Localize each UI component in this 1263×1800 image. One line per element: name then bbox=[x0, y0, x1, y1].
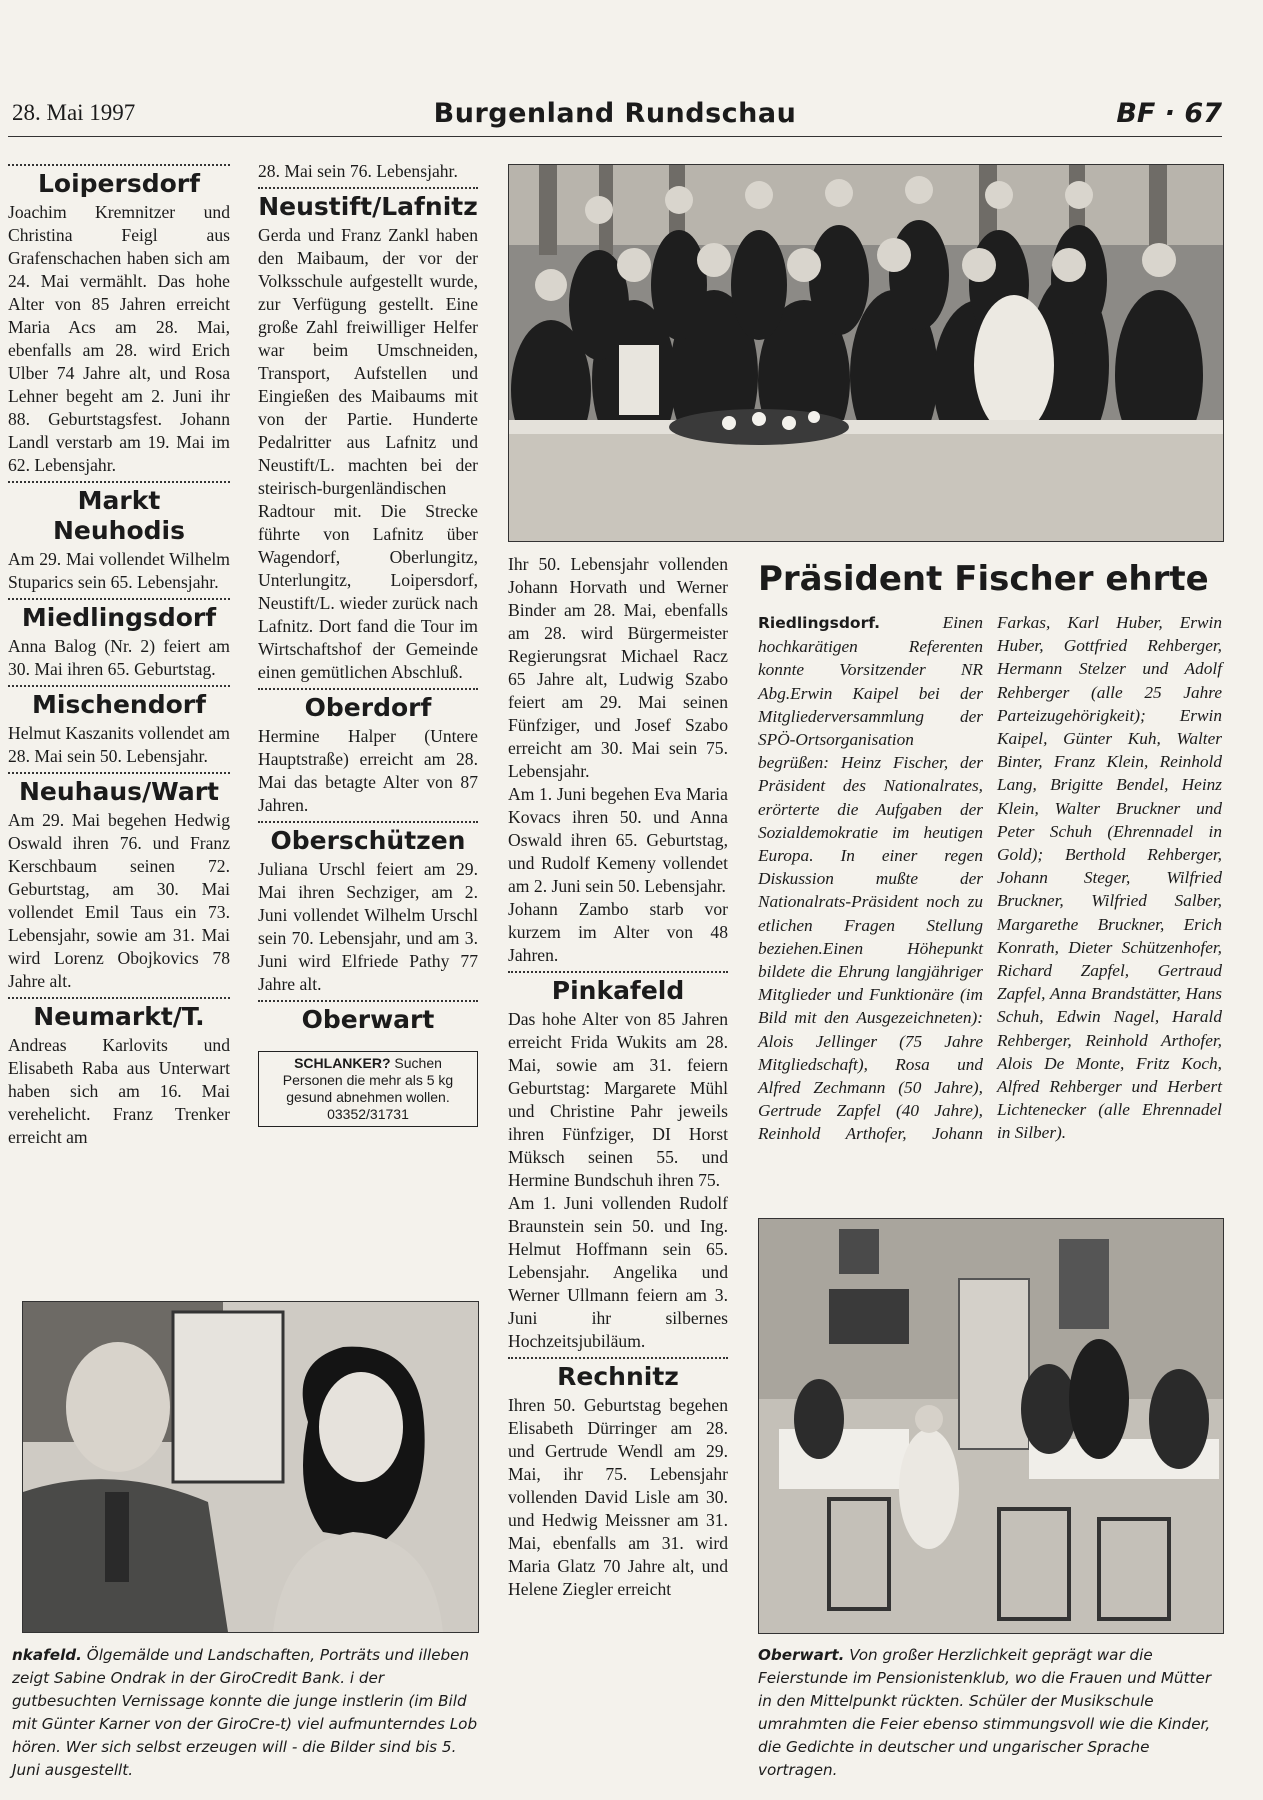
photo-caption-right bbox=[758, 1644, 1222, 1782]
newspaper-title: Burgenland Rundschau bbox=[433, 98, 797, 129]
section-text: Andreas Karlovits und Elisabeth Raba aus Unterwart haben sich am 16. Mai verehelicht. Franz Trenker erreicht am bbox=[8, 1035, 230, 1147]
ad-text: Suchen Personen die mehr als 5 kg gesund abnehmen wollen. 03352/31731 bbox=[282, 1055, 454, 1122]
caption-dateline: nkafeld. bbox=[12, 1646, 82, 1664]
caption-text: Ölgemälde und Landschaften, Porträts und illeben zeigt Sabine Ondrak in der GiroCredit Bank. i der gutbesuchten Vernissage konnte die junge instlerin (im Bild mit Günter Karner von der GiroCre-t) viel aufmunterndes Lob hören. Wer sich selbst erzeugen will - die Bilder sind bis 5. Juni ausgestellt. bbox=[12, 1646, 478, 1779]
dotted-separator bbox=[258, 1000, 478, 1002]
dotted-separator bbox=[258, 187, 478, 189]
group-photo bbox=[508, 164, 1224, 542]
dotted-separator bbox=[8, 685, 230, 687]
article-text: Einen hochkarätigen Referenten konnte Vorsitzender NR Abg.Erwin Kaipel bei der Mitgliederversammlung der SPÖ-Ortsorganisation begrüßen: Heinz Fischer, der Präsident des Nationalrates, erörterte die Aufgaben der Sozialdemokratie im heutigen Europa. In einer regen Diskussion mußte der Nationalrats-Präsident noch zu etlichen Fragen Stellung beziehen.Einen Höhepunkt bildete die Ehrung langjähriger Mitglieder und Funktionäre (im Bild mit den Ausgezeichneten): Alois Jellinger (75 Jahre Mitgliedschaft), Rosa und Alfred Zechmann (50 Jahre), Gertrude Zapfel (40 Jahre), Reinhold Arthofer, Johann Farkas, Karl Huber, Erwin Huber, Gottfried Rehberger, Hermann Stelzer und Adolf Rehberger (alle 25 Jahre Parteizugehörigkeit); Erwin Kaipel, Günter Kuh, Walter Binter, Franz Klein, Reinhold Lang, Brigitte Bendel, Heinz Klein, Walter Bruckner und Peter Schuh (Ehrennadel in Gold); Berthold Rehberger, Johann Steger, Wilfried Bruckner, Wilfried Salber, Margarethe Bruckner, Erich Konrath, Dieter Schützenhofer, Richard Zapfel, Gertraud Zapfel, Anna Brandstätter, Hans Schuh, Edwin Nagel, Harald Rehberger, Reinhold Arthofer, Alois De Monte, Fritz Koch, Alfred Rehberger und Herbert Lichtenecker (alle Ehrennadel in Silber). bbox=[758, 613, 1222, 1144]
section-text: Ihren 50. Geburtstag begehen Elisabeth Dürringer am 28. und Gertrude Wendl am 29. Mai, ihr 75. Lebensjahr vollenden David Lisle am 30. und Hedwig Meissner am 31. Mai, ebenfalls am 31. wird Maria Glatz 70 Jahre alt, und Helene Ziegler erreicht bbox=[508, 1395, 728, 1599]
section-heading: Oberschützen bbox=[270, 826, 466, 855]
section-text: Anna Balog (Nr. 2) feiert am 30. Mai ihren 65. Geburtstag. bbox=[8, 636, 230, 679]
dotted-separator bbox=[8, 164, 230, 166]
section-heading: Rechnitz bbox=[557, 1362, 679, 1391]
section-heading: Mischendorf bbox=[32, 690, 206, 719]
section-heading: Oberdorf bbox=[304, 693, 432, 722]
section-text: Johann Zambo starb vor kurzem im Alter von 48 Jahren. bbox=[508, 899, 728, 965]
section-text: Helmut Kaszanits vollendet am 28. Mai sein 50. Lebensjahr. bbox=[8, 723, 230, 766]
dotted-separator bbox=[258, 821, 478, 823]
section-text: Juliana Urschl feiert am 29. Mai ihren Sechziger, am 2. Juni vollendet Wilhelm Urschl sein 70. Lebensjahr, und am 3. Juni wird Elfriede Pathy 77 Jahre alt. bbox=[258, 859, 478, 994]
section-text: Gerda und Franz Zankl haben den Maibaum, der vor der Volksschule aufgestellt wurde, zur Verfügung gestellt. Eine große Zahl freiwilliger Helfer war beim Umschneiden, Transport, Aufstellen und Eingießen des Maibaums mit von der Partie. Hunderte Pedalritter aus Lafnitz und Neustift/L. machten bei der steirisch-burgenländischen Radtour mit. Die Strecke führte von Lafnitz über Wagendorf, Oberlungitz, Unterlungitz, Loipersdorf, Neustift/L. wieder zurück nach Lafnitz. Dort fand die Tour im Wirtschaftshof der Gemeinde einen gemütlichen Abschluß. bbox=[258, 225, 478, 682]
section-text: Am 1. Juni begehen Eva Maria Kovacs ihren 50. und Anna Oswald ihren 65. Geburtstag, und Rudolf Kemeny vollendet am 2. Juni sein 50. Lebensjahr. bbox=[508, 784, 728, 896]
dotted-separator bbox=[8, 772, 230, 774]
section-heading: Miedlingsdorf bbox=[21, 603, 217, 632]
dotted-separator bbox=[508, 1357, 728, 1359]
column-3 bbox=[508, 553, 728, 1601]
section-text: Am 29. Mai vollendet Wilhelm Stuparics sein 65. Lebensjahr. bbox=[8, 549, 230, 592]
caption-dateline: Oberwart. bbox=[758, 1646, 845, 1664]
classified-ad bbox=[258, 1051, 478, 1127]
page-header bbox=[8, 96, 1222, 137]
section-heading: Markt Neuhodis bbox=[53, 486, 185, 545]
section-heading: Loipersdorf bbox=[37, 169, 200, 198]
caption-text: Von großer Herzlichkeit geprägt war die Feierstunde im Pensionistenklub, wo die Frauen und Mütter in den Mittelpunkt rückten. Schüler der Musikschule umrahmten die Feier ebenso stimmungsvoll wie die Kinder, die Gedichte in deutscher und ungarischer Sprache vortragen. bbox=[758, 1646, 1212, 1779]
issue-date: 28. Mai 1997 bbox=[12, 100, 136, 125]
dotted-separator bbox=[8, 481, 230, 483]
article-body bbox=[758, 611, 1222, 1146]
section-text: Joachim Kremnitzer und Christina Feigl aus Grafenschachen haben sich am 24. Mai vermählt. Das hohe Alter von 85 Jahren erreicht Maria Acs am 28. Mai, ebenfalls am 28. wird Erich Ulber 74 Jahre alt, und Rosa Lehner begeht am 2. Juni ihr 88. Geburtstagsfest. Johann Landl verstarb am 19. Mai im 62. Lebensjahr. bbox=[8, 202, 230, 475]
section-text: Hermine Halper (Untere Hauptstraße) erreicht am 28. Mai das betagte Alter von 87 Jahren. bbox=[258, 726, 478, 815]
section-heading: Neustift/Lafnitz bbox=[258, 192, 478, 221]
section-heading: Oberwart bbox=[301, 1005, 435, 1034]
dotted-separator bbox=[258, 688, 478, 690]
section-text: Am 29. Mai begehen Hedwig Oswald ihren 76. und Franz Kerschbaum seinen 72. Geburtstag, am 30. Mai vollendet Emil Taus ein 73. Lebensjahr, sowie am 31. Mai wird Lorenz Obojkovics 78 Jahre alt. bbox=[8, 810, 230, 991]
section-text: 28. Mai sein 76. Lebensjahr. bbox=[258, 161, 458, 181]
ad-title: SCHLANKER? bbox=[294, 1055, 391, 1071]
section-heading: Neumarkt/T. bbox=[33, 1002, 205, 1031]
club-photo bbox=[758, 1218, 1224, 1634]
photo-caption-left bbox=[12, 1644, 487, 1782]
article-headline: Präsident Fischer ehrte bbox=[758, 559, 1209, 599]
section-text: Am 1. Juni vollenden Rudolf Braunstein sein 50. und Ing. Helmut Hoffmann sein 65. Lebensjahr. Angelika und Werner Ullmann feiern am 3. Juni ihr silbernes Hochzeitsjubiläum. bbox=[508, 1193, 728, 1351]
section-heading: Neuhaus/Wart bbox=[19, 777, 219, 806]
section-heading: Pinkafeld bbox=[551, 976, 685, 1005]
portrait-photo bbox=[22, 1301, 479, 1633]
article-dateline: Riedlingsdorf. bbox=[758, 614, 881, 632]
column-2 bbox=[258, 160, 478, 1127]
dotted-separator bbox=[8, 997, 230, 999]
section-text: Das hohe Alter von 85 Jahren erreicht Frida Wukits am 28. Mai, sowie am 31. feiern Geburtstag: Margarete Mühl und Christine Pahr jeweils ihren Fünfziger, DI Horst Müksch seinen 55. und Hermine Bundschuh ihren 75. bbox=[508, 1009, 728, 1190]
page-number: BF · 67 bbox=[1116, 98, 1222, 129]
dotted-separator bbox=[508, 971, 728, 973]
section-text: Ihr 50. Lebensjahr vollenden Johann Horvath und Werner Binder am 28. Mai, ebenfalls am 28. wird Bürgermeister Regierungsrat Michael Racz 65 Jahre alt, Ludwig Szabo feiert am 29. Mai seinen Fünfziger, und Josef Szabo erreicht am 30. Mai sein 75. Lebensjahr. bbox=[508, 554, 728, 781]
column-1 bbox=[8, 160, 230, 1149]
dotted-separator bbox=[8, 598, 230, 600]
